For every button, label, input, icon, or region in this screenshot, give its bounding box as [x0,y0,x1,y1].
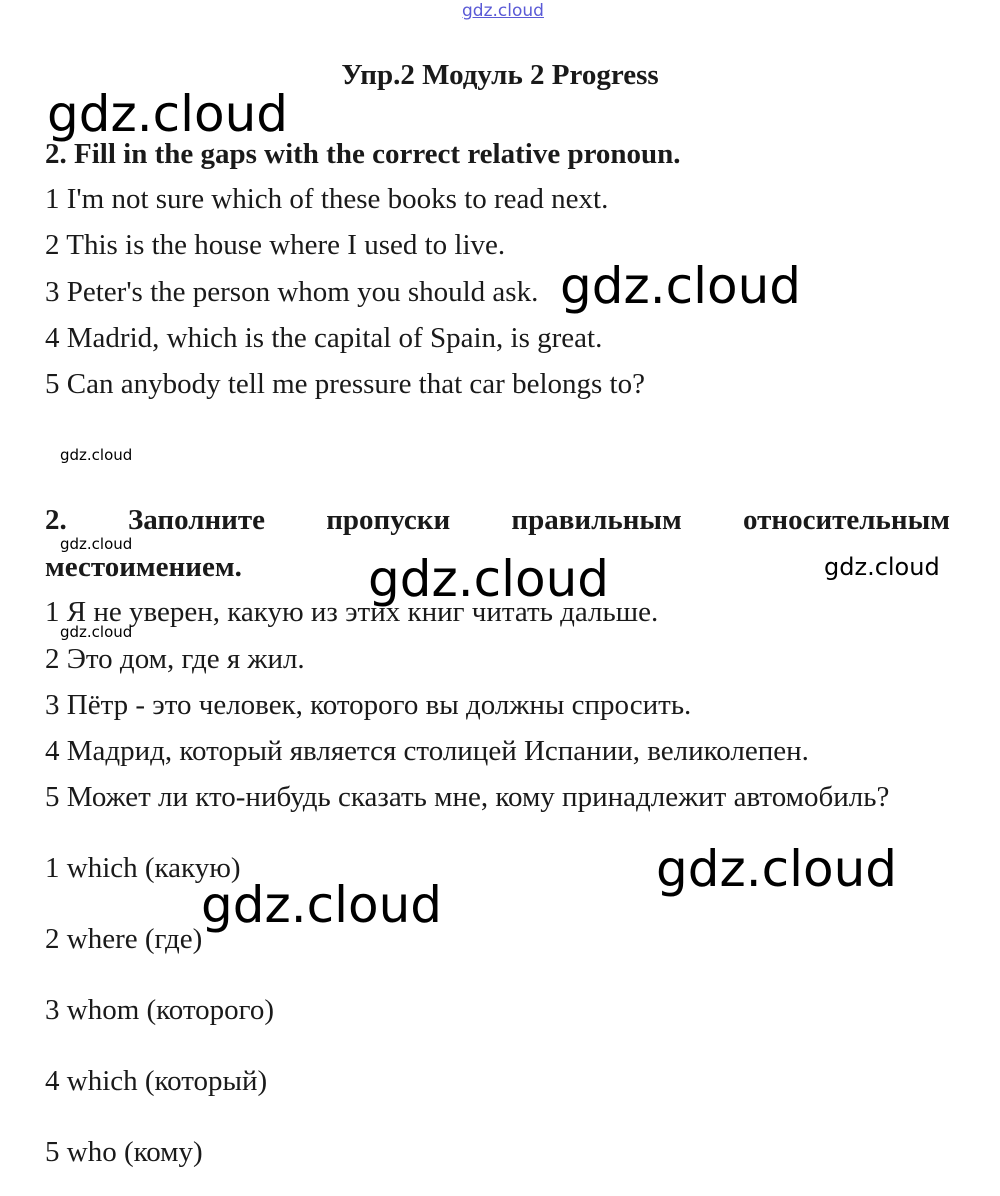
english-item-1: 1 I'm not sure which of these books to read next. [45,183,609,215]
russian-heading-word: относительным [743,504,950,536]
page-title: Упр.2 Модуль 2 Progress [341,59,659,91]
answer-5: 5 who (кому) [45,1136,203,1168]
english-heading: 2. Fill in the gaps with the correct relative pronoun. [45,138,681,170]
english-item-5: 5 Can anybody tell me pressure that car belongs to? [45,368,645,400]
watermark: gdz.cloud [656,840,898,898]
russian-item-2: 2 Это дом, где я жил. [45,643,305,675]
watermark: gdz.cloud [60,623,133,641]
russian-heading-word: 2. [45,504,67,536]
watermark: gdz.cloud [60,446,133,464]
russian-heading-line2: местоимением. [45,551,242,583]
watermark: gdz.cloud [824,553,940,581]
russian-heading-line1 [45,503,950,537]
english-item-4: 4 Madrid, which is the capital of Spain, is great. [45,322,603,354]
watermark: gdz.cloud [560,257,802,315]
english-item-3: 3 Peter's the person whom you should ask. [45,276,539,308]
russian-item-3: 3 Пётр - это человек, которого вы должны спросить. [45,689,692,721]
english-item-2: 2 This is the house where I used to live. [45,229,506,261]
watermark: gdz.cloud [368,550,610,608]
russian-item-5: 5 Может ли кто-нибудь сказать мне, кому принадлежит автомобиль? [45,781,890,813]
watermark-top: gdz.cloud [462,1,544,21]
answer-2: 2 where (где) [45,923,203,955]
russian-heading-word: пропуски [326,504,451,536]
watermark: gdz.cloud [201,876,443,934]
russian-item-1: 1 Я не уверен, какую из этих книг читать дальше. [45,596,659,628]
watermark: gdz.cloud [60,535,133,553]
answer-4: 4 which (который) [45,1065,268,1097]
answer-1: 1 which (какую) [45,852,241,884]
russian-heading-word: правильным [511,504,682,536]
russian-heading-word: Заполните [127,504,266,536]
russian-item-4: 4 Мадрид, который является столицей Испании, великолепен. [45,735,809,767]
answer-3: 3 whom (которого) [45,994,275,1026]
watermark: gdz.cloud [47,85,289,143]
